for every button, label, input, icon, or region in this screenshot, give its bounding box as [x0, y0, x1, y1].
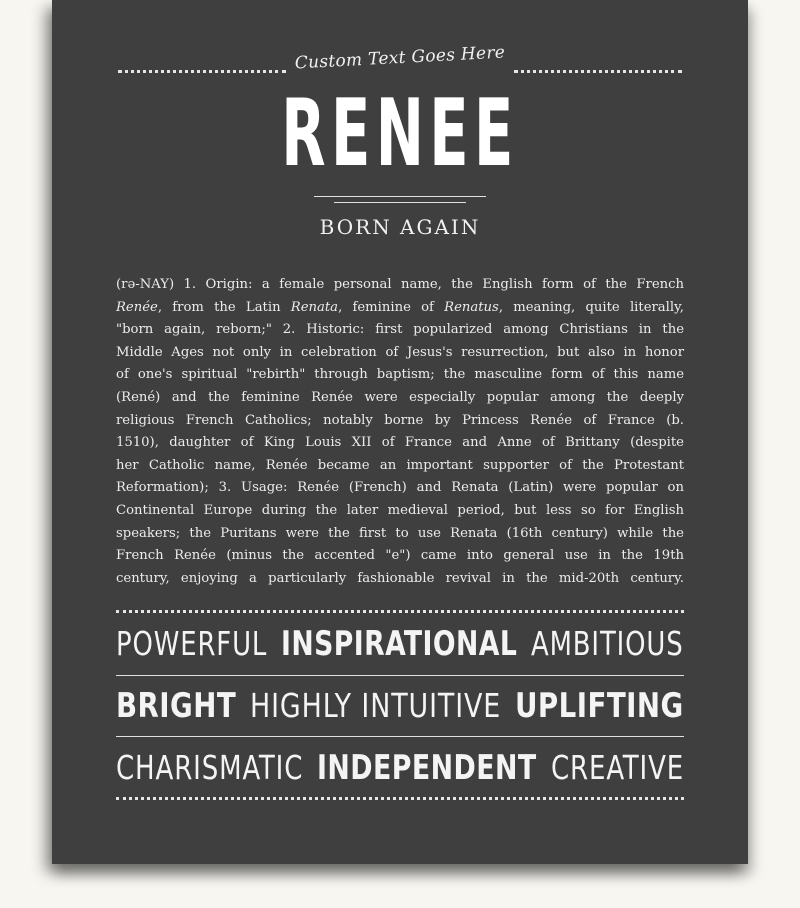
description-line [116, 364, 684, 387]
trait-word: CHARISMATIC [116, 748, 304, 787]
description-line [116, 568, 684, 591]
description-line [116, 274, 684, 297]
trait-word: BRIGHT [116, 686, 237, 726]
description-line [116, 477, 684, 500]
name-underline-top [314, 196, 486, 197]
description-text: (René) and the feminine Renée were especially popular among the deeply [116, 389, 684, 405]
description-line [116, 432, 684, 455]
name-poster [52, 0, 748, 864]
description-line [116, 297, 684, 320]
description-line [116, 455, 684, 478]
trait-row-2 [116, 686, 684, 726]
name-meaning: BORN AGAIN [319, 215, 481, 239]
description-text: (rə-NAY) 1. Origin: a female personal name, the English form of the French [116, 277, 684, 292]
description-text: century, enjoying a particularly fashionable revival in the mid-20th century. [116, 570, 684, 586]
trait-word: CREATIVE [550, 748, 684, 787]
description-text: religious French Catholics; notably borne by Princess Renée of France (b. [116, 412, 684, 428]
description-text: speakers; the Puritans were the first to use Renata (16th century) while the [116, 525, 684, 541]
description-text: of one's spiritual "rebirth" through baptism; the masculine form of this name [116, 367, 684, 383]
trait-word: HIGHLY INTUITIVE [250, 686, 502, 725]
description-text: Continental Europe during the later medieval period, but less so for English [116, 502, 684, 518]
trait-word: UPLIFTING [515, 686, 684, 726]
traits-dotted-divider-bottom [116, 797, 684, 800]
name-description [116, 274, 684, 590]
description-text: Reformation); 3. Usage: Renée (French) and Renata (Latin) were popular on [116, 480, 684, 496]
description-line [116, 500, 684, 523]
traits-dotted-divider-top [116, 610, 684, 613]
trait-word: INDEPENDENT [317, 748, 537, 788]
trait-row-3 [116, 748, 684, 788]
description-name-form: Renée [116, 299, 158, 315]
description-text: , feminine of [338, 299, 445, 315]
description-name-form: Renatus [444, 299, 499, 315]
description-text: Middle Ages not only in celebration of Jesus's resurrection, but also in honor [116, 344, 684, 360]
description-text: her Catholic name, Renée became an important supporter of the Protestant [116, 457, 684, 473]
description-line [116, 523, 684, 546]
description-line [116, 387, 684, 410]
description-line [116, 342, 684, 365]
description-line [116, 410, 684, 433]
name-title: RENEE [281, 80, 519, 189]
custom-tagline: Custom Text Goes Here [294, 42, 506, 74]
description-text: "born again, reborn;" 2. Historic: first popularized among Christians in the [116, 322, 684, 338]
trait-row-divider-2 [116, 736, 684, 737]
description-text: 1510), daughter of King Louis XII of France and Anne of Brittany (despite [116, 435, 684, 451]
description-name-form: Renata [290, 299, 339, 315]
trait-word: AMBITIOUS [531, 624, 684, 663]
description-line [116, 319, 684, 342]
description-text: , meaning, quite literally, [498, 299, 684, 315]
trait-word: POWERFUL [116, 624, 268, 663]
description-line [116, 545, 684, 568]
name-underline-bottom [334, 202, 466, 203]
top-dotted-divider-right [514, 70, 682, 73]
description-text: , from the Latin [157, 299, 291, 315]
trait-row-1 [116, 624, 684, 664]
description-text: French Renée (minus the accented "e") came into general use in the 19th [116, 548, 684, 564]
trait-row-divider-1 [116, 675, 684, 676]
trait-word: INSPIRATIONAL [281, 624, 518, 664]
